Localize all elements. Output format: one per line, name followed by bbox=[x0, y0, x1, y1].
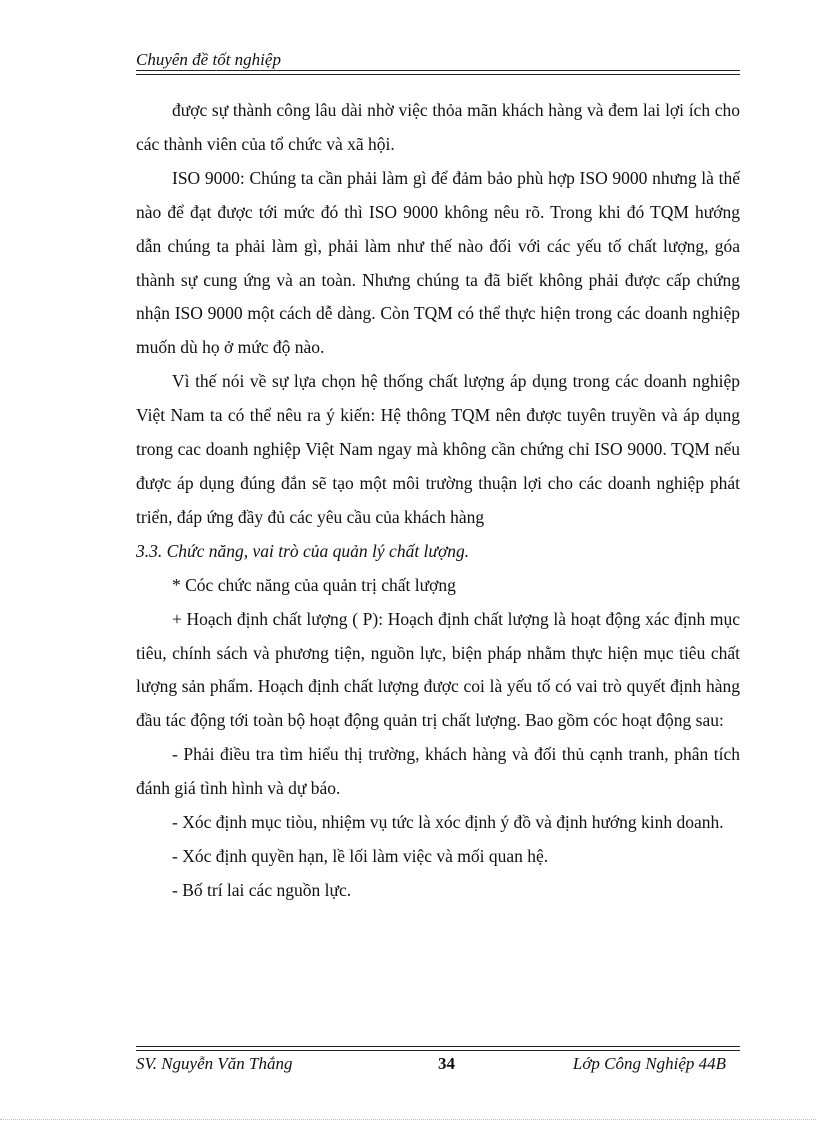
paragraph-continuation: được sự thành công lâu dài nhờ việc thỏa mãn khách hàng và đem lai lợi ích cho các thành viên của tổ chức và xã hội. bbox=[136, 100, 740, 154]
header-title: Chuyên đề tốt nghiệp bbox=[136, 50, 281, 69]
page-footer bbox=[136, 1054, 740, 1078]
paragraph-iso-9000: ISO 9000: Chúng ta cần phải làm gì để đảm bảo phù hợp ISO 9000 nhưng là thế nào để đạt được tới mức đó thì ISO 9000 không nêu rõ. Trong khi đó TQM hướng dẫn chúng ta phải làm gì, phải làm như thế nào đối với các yếu tố chất lượng, góa thành sự cung ứng và an toàn. Nhưng chúng ta đã biết không phải được cấp chứng nhận ISO 9000 một cách dễ dàng. Còn TQM có thể thực hiện trong các doanh nghiệp muốn dù họ ở mức độ nào. bbox=[136, 167, 740, 358]
section-heading: 3.3. Chức năng, vai trò của quản lý chất lượng. bbox=[136, 540, 470, 561]
list-item: - Xóc định quyền hạn, lề lối làm việc và mối quan hệ. bbox=[172, 845, 549, 866]
footer-rule-top bbox=[136, 1046, 740, 1047]
header-rule-top bbox=[136, 70, 740, 71]
footer-student-name: SV. Nguyễn Văn Thắng bbox=[136, 1054, 293, 1073]
footer-rule-bottom bbox=[136, 1050, 740, 1051]
paragraph-quality-planning: + Hoạch định chất lượng ( P): Hoạch định chất lượng là hoạt động xác định mục tiêu, chính sách và phương tiện, nguồn lực, biện pháp nhằm thực hiện mục tiêu chất lượng sản phẩm. Hoạch định chất lượng được coi là yếu tố có vai trò quyết định hàng đầu tác động tới toàn bộ hoạt động quản trị chất lượng. Bao gồm cóc hoạt động sau: bbox=[136, 608, 740, 731]
list-item: - Bố trí lai các nguồn lực. bbox=[172, 879, 352, 900]
page-bottom-edge bbox=[0, 1119, 816, 1120]
list-item: - Phải điều tra tìm hiểu thị trường, khách hàng và đối thủ cạnh tranh, phân tích đánh giá tình hình và dự báo. bbox=[136, 744, 740, 799]
list-item: - Xóc định mục tiòu, nhiệm vụ tức là xóc định ý đồ và định hướng kinh doanh. bbox=[172, 812, 724, 833]
footer-class-name: Lớp Công Nghiệp 44B bbox=[572, 1054, 726, 1073]
footer-page-number: 34 bbox=[438, 1054, 455, 1073]
paragraph-system-choice: Vì thế nói về sự lựa chọn hệ thống chất lượng áp dụng trong các doanh nghiệp Việt Nam ta có thể nêu ra ý kiến: Hệ thông TQM nên được tuyên truyền và áp dụng trong cac doanh nghiệp Việt Nam ngay mà không cần chứng chỉ ISO 9000. TQM nếu được áp dụng đúng đắn sẽ tạo một môi trường thuận lợi cho các doanh nghiệp phát triển, đáp ứng đầy đủ các yêu cầu của khách hàng bbox=[136, 371, 740, 527]
header-rule-bottom bbox=[136, 74, 740, 75]
body-text bbox=[136, 94, 740, 908]
paragraph-functions-heading: * Cóc chức năng của quản trị chất lượng bbox=[172, 574, 456, 595]
